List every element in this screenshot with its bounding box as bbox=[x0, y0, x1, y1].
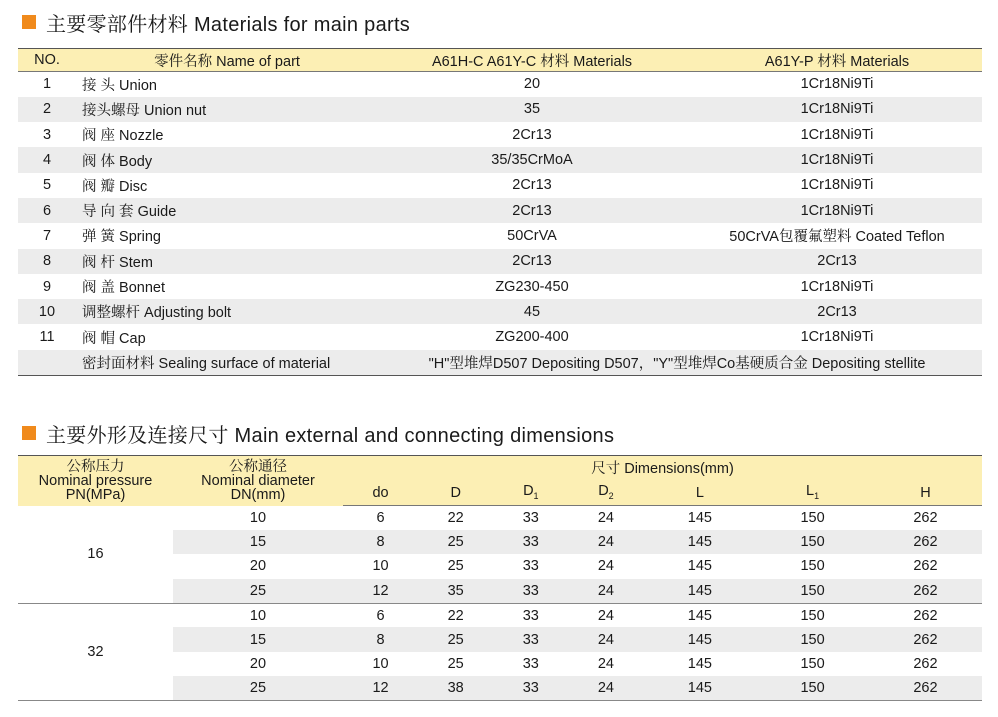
header-D1 bbox=[493, 482, 568, 506]
row-material-p: 1Cr18Ni9Ti bbox=[800, 278, 874, 295]
materials-section-title bbox=[22, 9, 410, 35]
materials-header-row bbox=[18, 49, 982, 72]
row-material-p: 1Cr18Ni9Ti bbox=[800, 76, 874, 93]
row-material-p: 1Cr18Ni9Ti bbox=[800, 152, 874, 169]
header-dn-unit: DN(mm) bbox=[230, 486, 286, 503]
row-no: 9 bbox=[42, 278, 52, 295]
row-part-name: 阀 盖 Bonnet bbox=[82, 280, 166, 297]
header-dimensions: 尺寸 Dimensions(mm) bbox=[343, 456, 982, 482]
cell-D: 38 bbox=[418, 676, 493, 700]
row-material-p: 1Cr18Ni9Ti bbox=[800, 101, 874, 118]
table-row bbox=[18, 72, 982, 97]
header-no: NO. bbox=[18, 49, 76, 72]
table-row bbox=[18, 299, 982, 324]
row-no: 7 bbox=[42, 227, 52, 244]
header-D2-sub: 2 bbox=[608, 490, 614, 501]
cell-do: 6 bbox=[376, 607, 385, 624]
row-material-a: 50CrVA bbox=[507, 227, 557, 244]
cell-L: 145 bbox=[644, 579, 757, 603]
dimensions-table bbox=[18, 455, 982, 701]
row-material-a: 35 bbox=[523, 101, 541, 118]
header-L: L bbox=[644, 482, 757, 506]
table-row bbox=[18, 223, 982, 248]
cell-dn: 25 bbox=[173, 676, 343, 700]
cell-L1: 150 bbox=[800, 558, 825, 575]
cell-H: 262 bbox=[869, 579, 982, 603]
cell-do: 12 bbox=[343, 676, 418, 700]
cell-do: 8 bbox=[343, 627, 418, 651]
row-material-p: 2Cr13 bbox=[817, 253, 857, 270]
cell-D1: 33 bbox=[493, 676, 568, 700]
cell-do: 6 bbox=[376, 509, 385, 526]
header-dn-cn: 公称通径 bbox=[229, 458, 287, 475]
dimensions-title: 主要外形及连接尺寸 Main external and connecting dimensions bbox=[46, 424, 615, 447]
row-no: 4 bbox=[42, 152, 52, 169]
row-no: 11 bbox=[39, 329, 55, 346]
header-materials-p: A61Y-P 材料 Materials bbox=[692, 49, 982, 72]
cell-dn: 20 bbox=[249, 656, 267, 673]
sealing-name: 密封面材料 Sealing surface of material bbox=[82, 355, 331, 372]
cell-L1: 150 bbox=[756, 530, 869, 554]
header-D: D bbox=[418, 482, 493, 506]
header-L1-sub: 1 bbox=[814, 490, 820, 501]
cell-H: 262 bbox=[913, 558, 938, 575]
row-material-a: 35/35CrMoA bbox=[491, 152, 573, 169]
header-D2 bbox=[568, 482, 643, 506]
cell-L1: 150 bbox=[800, 509, 825, 526]
table-row bbox=[18, 97, 982, 122]
cell-H: 262 bbox=[869, 530, 982, 554]
cell-nominal-pressure: 32 bbox=[18, 603, 173, 701]
table-row bbox=[18, 173, 982, 198]
table-row bbox=[18, 603, 982, 627]
sealing-row bbox=[18, 350, 982, 375]
cell-H: 262 bbox=[913, 509, 938, 526]
header-do: do bbox=[343, 482, 418, 506]
row-no: 10 bbox=[38, 303, 56, 320]
cell-dn: 15 bbox=[173, 627, 343, 651]
row-material-a: 20 bbox=[523, 76, 541, 93]
row-part-name: 调整螺杆 Adjusting bolt bbox=[82, 305, 232, 322]
row-no: 8 bbox=[42, 253, 52, 270]
cell-D: 22 bbox=[447, 607, 464, 624]
header-nominal-diameter bbox=[173, 456, 343, 506]
row-no: 3 bbox=[42, 126, 52, 143]
row-part-name: 阀 杆 Stem bbox=[82, 254, 153, 271]
cell-dn: 10 bbox=[249, 509, 267, 526]
cell-H: 262 bbox=[913, 656, 938, 673]
cell-H: 262 bbox=[869, 676, 982, 700]
header-D1-sub: 1 bbox=[533, 490, 539, 501]
cell-dn: 20 bbox=[249, 558, 267, 575]
cell-L1: 150 bbox=[756, 579, 869, 603]
row-material-a: 2Cr13 bbox=[512, 126, 552, 143]
cell-D2: 24 bbox=[597, 607, 614, 624]
table-row bbox=[18, 506, 982, 530]
cell-L: 145 bbox=[687, 607, 712, 624]
cell-L: 145 bbox=[644, 676, 757, 700]
row-material-a: ZG200-400 bbox=[495, 329, 569, 346]
cell-dn: 15 bbox=[173, 530, 343, 554]
row-material-a: 2Cr13 bbox=[512, 177, 552, 194]
header-pn-cn: 公称压力 bbox=[66, 458, 125, 475]
table-row bbox=[18, 249, 982, 274]
row-no: 2 bbox=[42, 101, 52, 118]
row-no: 1 bbox=[42, 76, 52, 93]
header-D1-letter: D bbox=[523, 482, 534, 499]
cell-do: 10 bbox=[372, 558, 389, 575]
row-material-p: 50CrVA包覆氟塑料 Coated Teflon bbox=[729, 229, 945, 246]
cell-D2: 24 bbox=[568, 627, 643, 651]
cell-do: 8 bbox=[343, 530, 418, 554]
cell-D2: 24 bbox=[597, 509, 614, 526]
cell-D: 25 bbox=[418, 530, 493, 554]
cell-D1: 33 bbox=[522, 509, 539, 526]
cell-L: 145 bbox=[644, 530, 757, 554]
cell-H: 262 bbox=[913, 607, 938, 624]
cell-D1: 33 bbox=[522, 607, 539, 624]
row-part-name: 接 头 Union bbox=[82, 77, 157, 94]
row-material-p: 1Cr18Ni9Ti bbox=[800, 177, 874, 194]
sealing-value: "H"型堆焊D507 Depositing D507，"Y"型堆焊Co基硬质合金 Depositing stellite bbox=[428, 355, 926, 372]
row-material-a: ZG230-450 bbox=[495, 278, 569, 295]
table-row bbox=[18, 122, 982, 147]
header-pn-unit: PN(MPa) bbox=[65, 486, 126, 503]
row-material-p: 1Cr18Ni9Ti bbox=[800, 329, 874, 346]
row-part-name: 弹 簧 Spring bbox=[82, 229, 161, 246]
cell-L: 145 bbox=[687, 558, 712, 575]
cell-L1: 150 bbox=[756, 627, 869, 651]
cell-D2: 24 bbox=[568, 579, 643, 603]
cell-L: 145 bbox=[687, 656, 712, 673]
cell-D2: 24 bbox=[568, 676, 643, 700]
row-part-name: 阀 帽 Cap bbox=[82, 330, 146, 347]
cell-D1: 33 bbox=[493, 627, 568, 651]
cell-do: 12 bbox=[343, 579, 418, 603]
header-D2-letter: D bbox=[598, 482, 609, 499]
table-row bbox=[18, 274, 982, 299]
row-material-p: 1Cr18Ni9Ti bbox=[800, 202, 874, 219]
cell-dn: 25 bbox=[173, 579, 343, 603]
header-H: H bbox=[869, 482, 982, 506]
cell-dn: 10 bbox=[249, 607, 267, 624]
row-material-a: 2Cr13 bbox=[512, 253, 552, 270]
cell-D1: 33 bbox=[522, 558, 539, 575]
cell-L1: 150 bbox=[800, 607, 825, 624]
header-name: 零件名称 Name of part bbox=[76, 49, 372, 72]
cell-D1: 33 bbox=[493, 530, 568, 554]
table-row bbox=[18, 198, 982, 223]
table-row bbox=[18, 147, 982, 172]
orange-square-icon bbox=[22, 426, 36, 440]
row-material-p: 2Cr13 bbox=[817, 303, 857, 320]
header-L1-letter: L bbox=[806, 482, 815, 499]
header-nominal-pressure bbox=[18, 456, 173, 506]
cell-D: 22 bbox=[447, 509, 464, 526]
cell-L1: 150 bbox=[800, 656, 825, 673]
dimensions-section-title bbox=[22, 420, 614, 446]
row-material-a: 2Cr13 bbox=[512, 202, 552, 219]
cell-D1: 33 bbox=[522, 656, 539, 673]
cell-D: 25 bbox=[447, 558, 464, 575]
header-dn-en: Nominal diameter bbox=[201, 472, 315, 489]
cell-D: 25 bbox=[447, 656, 464, 673]
cell-D2: 24 bbox=[597, 656, 614, 673]
header-materials-a: A61H-C A61Y-C 材料 Materials bbox=[372, 49, 692, 72]
row-no-empty bbox=[18, 350, 76, 375]
header-L1 bbox=[756, 482, 869, 506]
materials-title: 主要零部件材料 Materials for main parts bbox=[46, 13, 411, 36]
header-pn-en: Nominal pressure bbox=[38, 472, 153, 489]
cell-D2: 24 bbox=[568, 530, 643, 554]
row-material-a: 45 bbox=[523, 303, 541, 320]
table-row bbox=[18, 324, 982, 349]
cell-H: 262 bbox=[869, 627, 982, 651]
row-no: 5 bbox=[42, 177, 52, 194]
cell-L: 145 bbox=[644, 627, 757, 651]
cell-L1: 150 bbox=[756, 676, 869, 700]
cell-nominal-pressure: 16 bbox=[18, 506, 173, 604]
row-part-name: 阀 瓣 Disc bbox=[82, 178, 148, 195]
cell-D: 35 bbox=[418, 579, 493, 603]
row-no: 6 bbox=[42, 202, 52, 219]
orange-square-icon bbox=[22, 15, 36, 29]
row-part-name: 阀 体 Body bbox=[82, 153, 153, 170]
row-material-p: 1Cr18Ni9Ti bbox=[800, 126, 874, 143]
cell-do: 10 bbox=[372, 656, 389, 673]
materials-table bbox=[18, 48, 982, 376]
cell-L: 145 bbox=[687, 509, 712, 526]
cell-D1: 33 bbox=[493, 579, 568, 603]
row-part-name: 阀 座 Nozzle bbox=[82, 128, 164, 145]
row-part-name: 导 向 套 Guide bbox=[82, 204, 177, 221]
row-part-name: 接头螺母 Union nut bbox=[82, 102, 207, 119]
cell-D: 25 bbox=[418, 627, 493, 651]
cell-D2: 24 bbox=[597, 558, 614, 575]
